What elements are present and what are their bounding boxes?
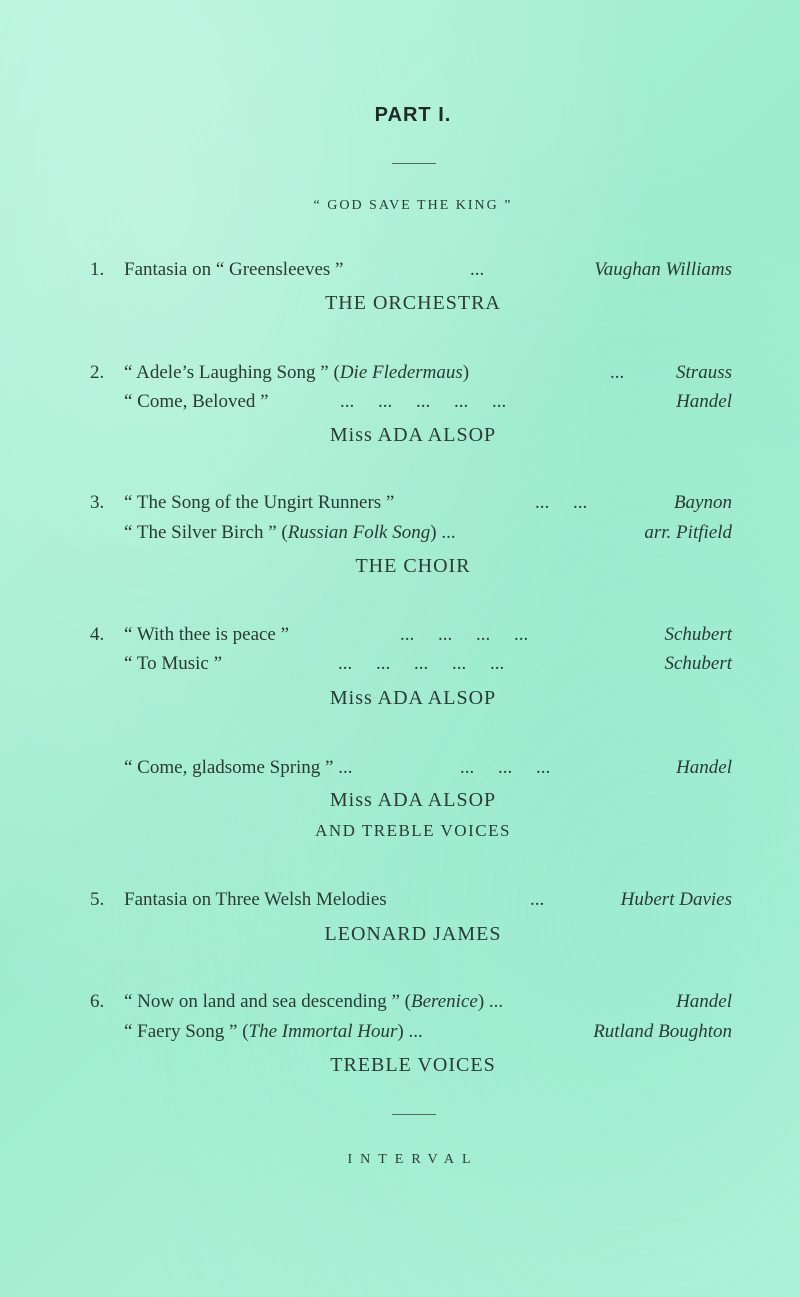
composer-name: Schubert [664, 653, 732, 674]
programme-line [90, 360, 732, 386]
programme-line [90, 490, 732, 516]
piece-title: “ Come, gladsome Spring ” ... [124, 757, 353, 778]
piece-title: “ The Song of the Ungirt Runners ” [124, 492, 395, 513]
programme-line [90, 257, 732, 283]
item-number: 3. [90, 492, 105, 513]
item-number: 5. [90, 889, 105, 910]
part-heading: PART I. [374, 104, 452, 126]
leader-dots: ... [610, 362, 625, 383]
leader-dots: ... [530, 889, 545, 910]
composer-name: Hubert Davies [620, 889, 732, 910]
item-number: 1. [90, 259, 105, 280]
performer-name: TREBLE VOICES [330, 1054, 496, 1076]
programme-line [90, 989, 732, 1015]
interval-label: INTERVAL [347, 1152, 479, 1167]
item-number: 6. [90, 991, 105, 1012]
composer-name: Rutland Boughton [593, 1021, 732, 1042]
piece-title: “ With thee is peace ” [124, 624, 290, 645]
performer-name: THE CHOIR [355, 555, 471, 577]
composer-name: Handel [676, 991, 732, 1012]
leader-dots: ... ... ... ... ... [338, 653, 505, 674]
leader-dots: ... ... ... ... [400, 624, 529, 645]
programme-line [90, 389, 732, 415]
piece-title: Fantasia on Three Welsh Melodies [124, 889, 387, 910]
programme-line [90, 755, 732, 781]
composer-name: Baynon [673, 492, 732, 513]
performer-name: LEONARD JAMES [324, 923, 502, 945]
piece-title: “ Adele’s Laughing Song ” (Die Fledermaus) [124, 362, 470, 383]
item-number: 2. [90, 362, 105, 383]
item-number: 4. [90, 624, 105, 645]
piece-title: Fantasia on “ Greensleeves ” [124, 259, 344, 280]
composer-name: Handel [676, 391, 732, 412]
performer-name: Miss ADA ALSOP [329, 424, 497, 446]
programme-line [90, 622, 732, 648]
performer-name: Miss ADA ALSOP [329, 687, 497, 709]
leader-dots: ... ... [535, 492, 588, 513]
composer-name: Handel [676, 757, 732, 778]
programme-line [90, 651, 732, 677]
piece-title: “ The Silver Birch ” (Russian Folk Song) ... [124, 522, 456, 543]
programme-line [90, 887, 732, 913]
composer-name: Schubert [664, 624, 732, 645]
piece-title: “ Faery Song ” (The Immortal Hour) ... [124, 1021, 423, 1042]
programme-line [90, 1019, 732, 1045]
composer-name: Vaughan Williams [594, 259, 732, 280]
composer-name: arr. Pitfield [644, 522, 732, 543]
piece-title: “ To Music ” [124, 653, 223, 674]
anthem-line: “ GOD SAVE THE KING ” [313, 198, 513, 213]
programme-line [90, 520, 732, 546]
leader-dots: ... [470, 259, 485, 280]
leader-dots: ... ... ... ... ... [340, 391, 507, 412]
divider-top [392, 163, 436, 164]
performer-name: THE ORCHESTRA [325, 292, 501, 314]
performer-name: Miss ADA ALSOP [329, 789, 497, 811]
piece-title: “ Now on land and sea descending ” (Berenice) ... [124, 991, 504, 1012]
performer-name-secondary: AND TREBLE VOICES [315, 821, 511, 840]
leader-dots: ... ... ... [460, 757, 551, 778]
composer-name: Strauss [676, 362, 732, 383]
piece-title: “ Come, Beloved ” [124, 391, 269, 412]
divider-bottom [392, 1114, 436, 1115]
